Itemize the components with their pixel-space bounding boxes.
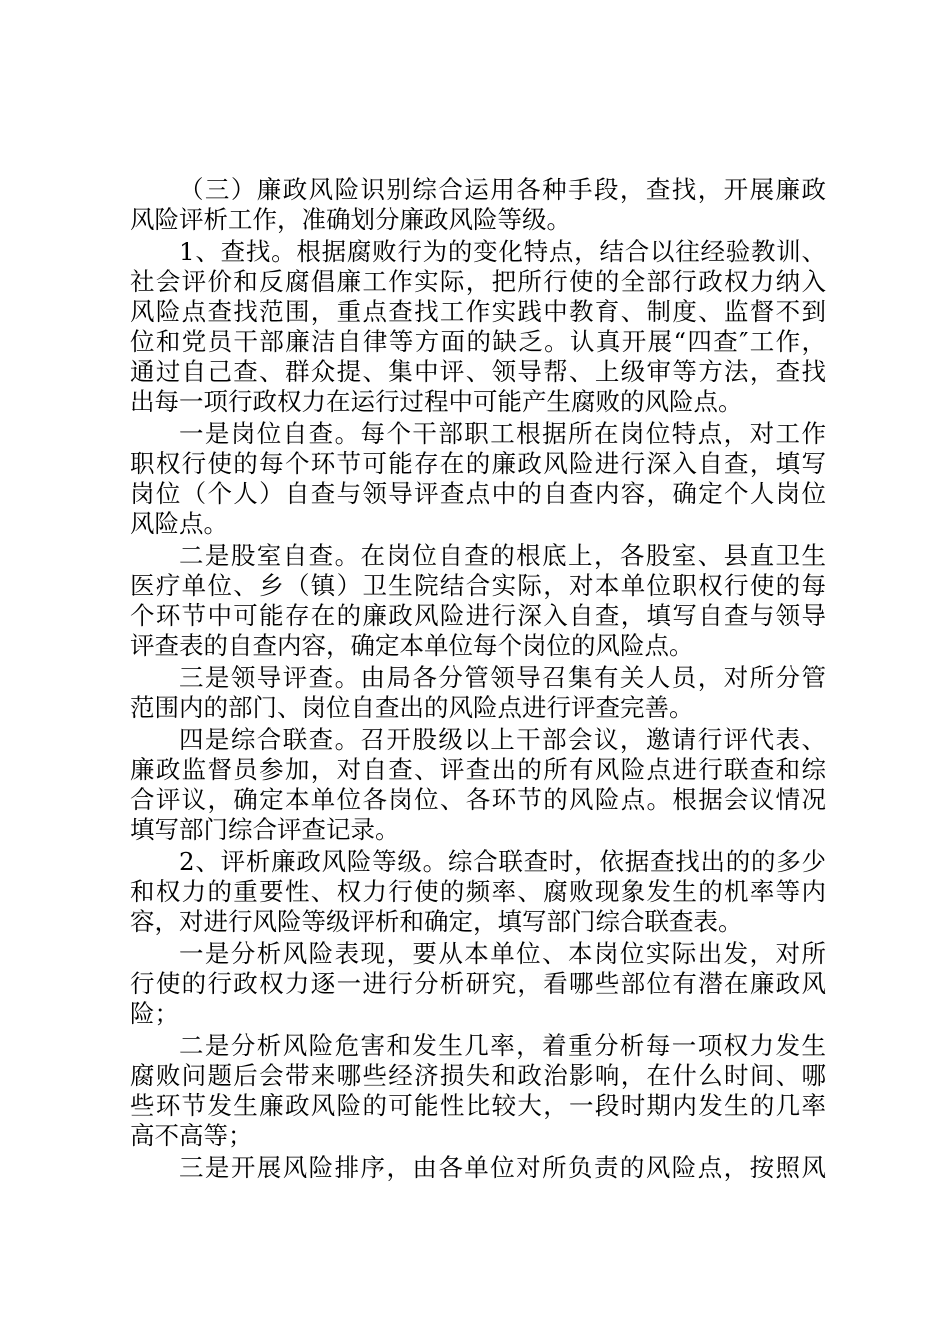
text-line: 和权力的重要性、权力行使的频率、腐败现象发生的机率等内: [130, 877, 826, 906]
paragraph: [130, 847, 826, 937]
text-line: 范围内的部门、岗位自查出的风险点进行评查完善。: [130, 693, 694, 722]
text-line: 廉政监督员参加，对自查、评查出的所有风险点进行联查和综: [130, 755, 826, 784]
text-line: 一是分析风险表现，要从本单位、本岗位实际出发，对所: [179, 939, 826, 968]
text-line: 四是综合联查。召开股级以上干部会议，邀请行评代表、: [179, 725, 826, 754]
paragraph: [130, 939, 826, 1029]
text-line: 填写部门综合评查记录。: [130, 815, 400, 844]
text-line: 行使的行政权力逐一进行分析研究，看哪些部位有潜在廉政风: [130, 969, 826, 998]
text-line: 腐败问题后会带来哪些经济损失和政治影响，在什么时间、哪: [130, 1061, 826, 1090]
text-line: 通过自己查、群众提、集中评、领导帮、上级审等方法，查找: [130, 357, 826, 386]
text-line: 风险点。: [130, 509, 228, 538]
text-line: 个环节中可能存在的廉政风险进行深入自查，填写自查与领导: [130, 601, 826, 630]
text-line: （三）廉政风险识别综合运用各种手段，查找，开展廉政: [179, 175, 826, 204]
text-line: 评查表的自查内容，确定本单位每个岗位的风险点。: [130, 631, 694, 660]
text-line: 1、查找。根据腐败行为的变化特点，结合以往经验教训、: [179, 237, 826, 266]
text-line: 险；: [130, 999, 179, 1028]
text-line: 2、评析廉政风险等级。综合联查时，依据查找出的的多少: [179, 847, 826, 876]
paragraph: [130, 725, 826, 845]
paragraph: [130, 237, 826, 417]
text-line: 医疗单位、乡（镇）卫生院结合实际，对本单位职权行使的每: [130, 571, 826, 600]
text-line: 社会评价和反腐倡廉工作实际，把所行使的全部行政权力纳入: [130, 267, 826, 296]
paragraph: [130, 419, 826, 539]
text-line: 二是股室自查。在岗位自查的根底上，各股室、县直卫生: [179, 541, 826, 570]
paragraph: [130, 1153, 826, 1183]
text-line: 些环节发生廉政风险的可能性比较大，一段时期内发生的几率: [130, 1091, 826, 1120]
text-line: 一是岗位自查。每个干部职工根据所在岗位特点，对工作: [179, 419, 826, 448]
text-line: 高不高等；: [130, 1121, 253, 1150]
text-line: 风险评析工作，准确划分廉政风险等级。: [130, 205, 571, 234]
paragraph: [130, 1031, 826, 1151]
document-body: [130, 175, 826, 1183]
text-line: 位和党员干部廉洁自律等方面的缺乏。认真开展“四查″工作，: [130, 327, 826, 356]
text-line: 风险点查找范围，重点查找工作实践中教育、制度、监督不到: [130, 297, 826, 326]
paragraph: [130, 175, 826, 235]
text-line: 容，对进行风险等级评析和确定，填写部门综合联查表。: [130, 907, 743, 936]
text-line: 二是分析风险危害和发生几率，着重分析每一项权力发生: [179, 1031, 826, 1060]
paragraph: [130, 541, 826, 661]
text-line: 岗位（个人）自查与领导评查点中的自查内容，确定个人岗位: [130, 479, 826, 508]
text-line: 职权行使的每个环节可能存在的廉政风险进行深入自查，填写: [130, 449, 826, 478]
paragraph: [130, 663, 826, 723]
text-line: 三是开展风险排序，由各单位对所负责的风险点，按照风: [179, 1153, 826, 1182]
text-line: 三是领导评查。由局各分管领导召集有关人员，对所分管: [179, 663, 826, 692]
text-line: 出每一项行政权力在运行过程中可能产生腐败的风险点。: [130, 387, 743, 416]
text-line: 合评议，确定本单位各岗位、各环节的风险点。根据会议情况: [130, 785, 826, 814]
